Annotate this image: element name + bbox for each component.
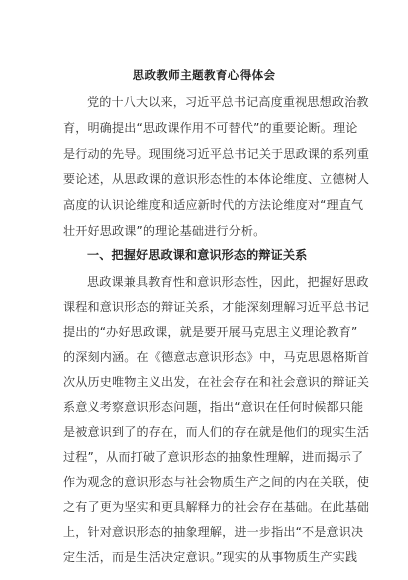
section-line: 系意义考察意识形态问题，指出“意识在任何时候都只能 bbox=[63, 400, 364, 414]
intro-line: 是行动的先导。现围绕习近平总书记关于思政课的系列重 bbox=[63, 147, 370, 161]
section-line: 之有了更为坚实和更具解释力的社会存在基础。在此基础 bbox=[63, 500, 370, 514]
section-line: 思政课兼具教育性和意识形态性，因此，把握好思政 bbox=[87, 275, 369, 289]
intro-line: 高度的认识论维度和适应新时代的方法论维度对“理直气 bbox=[63, 198, 364, 212]
section-line: 的深刻内涵。在《德意志意识形态》中，马克思恩格斯首 bbox=[63, 350, 370, 364]
section-line: 上，针对意识形态的抽象理解，进一步指出“不是意识决 bbox=[63, 525, 364, 539]
document-title: 思政教师主题教育心得体会 bbox=[132, 68, 276, 82]
section-line: 提出的“办好思政课，就是要开展马克思主义理论教育” bbox=[63, 325, 358, 339]
intro-line: 党的十八大以来，习近平总书记高度重视思想政治教 bbox=[87, 95, 369, 109]
section-line: 作为观念的意识形态与社会物质生产之间的内在关联，使 bbox=[63, 475, 370, 489]
section-line: 次从历史唯物主义出发，在社会存在和社会意识的辩证关 bbox=[63, 375, 370, 389]
section-line: 是被意识到了的存在，而人们的存在就是他们的现实生活 bbox=[63, 425, 370, 439]
intro-line: 壮开好思政课”的理论基础进行分析。 bbox=[63, 224, 266, 238]
intro-line: 要论述，从思政课的意识形态性的本体论维度、立德树人 bbox=[63, 172, 370, 186]
intro-line: 育，明确提出“思政课作用不可替代”的重要论断。理论 bbox=[63, 121, 358, 135]
section-line: 过程”，从而打破了意识形态的抽象性理解，进而揭示了 bbox=[63, 450, 364, 464]
section-line: 定生活，而是生活决定意识。”现实的从事物质生产实践 bbox=[63, 550, 358, 564]
section-heading: 一、把握好思政课和意识形态的辩证关系 bbox=[87, 248, 308, 262]
section-line: 课程和意识形态的辩证关系，才能深刻理解习近平总书记 bbox=[63, 300, 370, 314]
